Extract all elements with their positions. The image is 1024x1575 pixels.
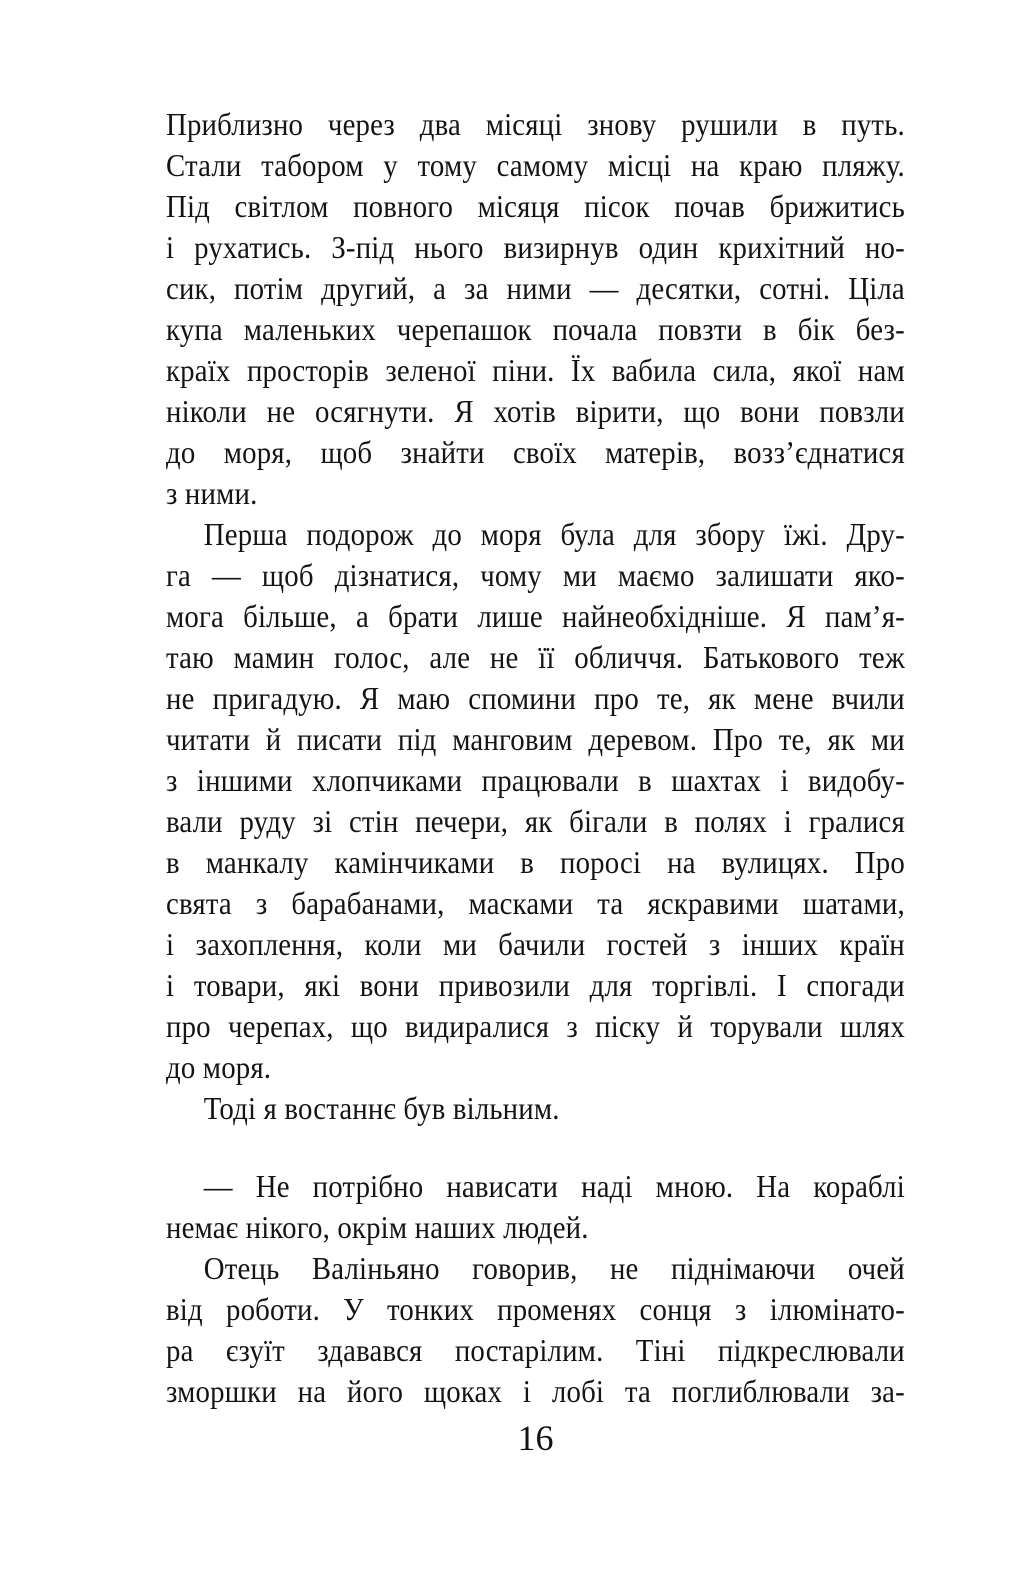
text-line: купа маленьких черепашок почала повзти в бік без- (166, 311, 905, 347)
text-line: Отець Валіньяно говорив, не піднімаючи очей (203, 1250, 905, 1286)
text-line: читати й писати під манговим деревом. Про те, як ми (166, 721, 905, 757)
text-line: країх просторів зеленої піни. Їх вабила сила, якої нам (166, 352, 905, 388)
text-line: мога більше, а брати лише найнеобхідніше. Я пам’я- (166, 598, 905, 634)
text-line: свята з барабанами, масками та яскравими шатами, (166, 885, 905, 921)
text-line: і товари, які вони привозили для торгівлі. І спогади (166, 967, 905, 1003)
text-line: зморшки на його щоках і лобі та поглиблювали за- (166, 1373, 905, 1409)
text-line: — Не потрібно нависати наді мною. На кораблі (203, 1168, 905, 1204)
section-break (166, 1129, 905, 1166)
text-line: Під світлом повного місяця пісок почав брижитись (166, 188, 905, 224)
text-line: з іншими хлопчиками працювали в шахтах і видобу- (166, 762, 905, 798)
text-line: і рухатись. З-під нього визирнув один крихітний но- (166, 229, 905, 265)
text-line: сик, потім другий, а за ними — десятки, сотні. Ціла (166, 270, 905, 306)
page-text (166, 104, 905, 1412)
text-line: вали руду зі стін печери, як бігали в полях і гралися (166, 803, 905, 839)
text-line: Приблизно через два місяці знову рушили в путь. (166, 106, 905, 142)
text-line: га — щоб дізнатися, чому ми маємо залишати яко- (166, 557, 905, 593)
text-line: ніколи не осягнути. Я хотів вірити, що вони повзли (166, 393, 905, 429)
text-line: з ними. (166, 475, 258, 511)
paragraph (166, 514, 905, 1088)
text-line: про черепах, що видиралися з піску й торували шлях (166, 1008, 905, 1044)
text-line: від роботи. У тонких променях сонця з ілюмінато- (166, 1291, 905, 1327)
text-line: і захоплення, коли ми бачили гостей з інших країн (166, 926, 905, 962)
text-line: не пригадую. Я маю спомини про те, як мене вчили (166, 680, 905, 716)
text-line: до моря. (166, 1049, 272, 1085)
page-number: 16 (517, 1418, 554, 1458)
text-line: в манкалу камінчиками в поросі на вулицях. Про (166, 844, 905, 880)
text-line: таю мамин голос, але не її обличчя. Батькового теж (166, 639, 905, 675)
text-line: Тоді я востаннє був вільним. (203, 1090, 560, 1126)
text-line: Перша подорож до моря була для збору їжі. Дру- (203, 516, 905, 552)
text-line: до моря, щоб знайти своїх матерів, возз’єднатися (166, 434, 905, 470)
paragraph (166, 1248, 905, 1412)
paragraph (166, 1166, 905, 1248)
text-line: немає нікого, окрім наших людей. (166, 1209, 589, 1245)
paragraph (166, 104, 905, 514)
text-line: ра єзуїт здавався постарілим. Тіні підкреслювали (166, 1332, 905, 1368)
text-line: Стали табором у тому самому місці на краю пляжу. (166, 147, 905, 183)
paragraph (166, 1088, 905, 1129)
